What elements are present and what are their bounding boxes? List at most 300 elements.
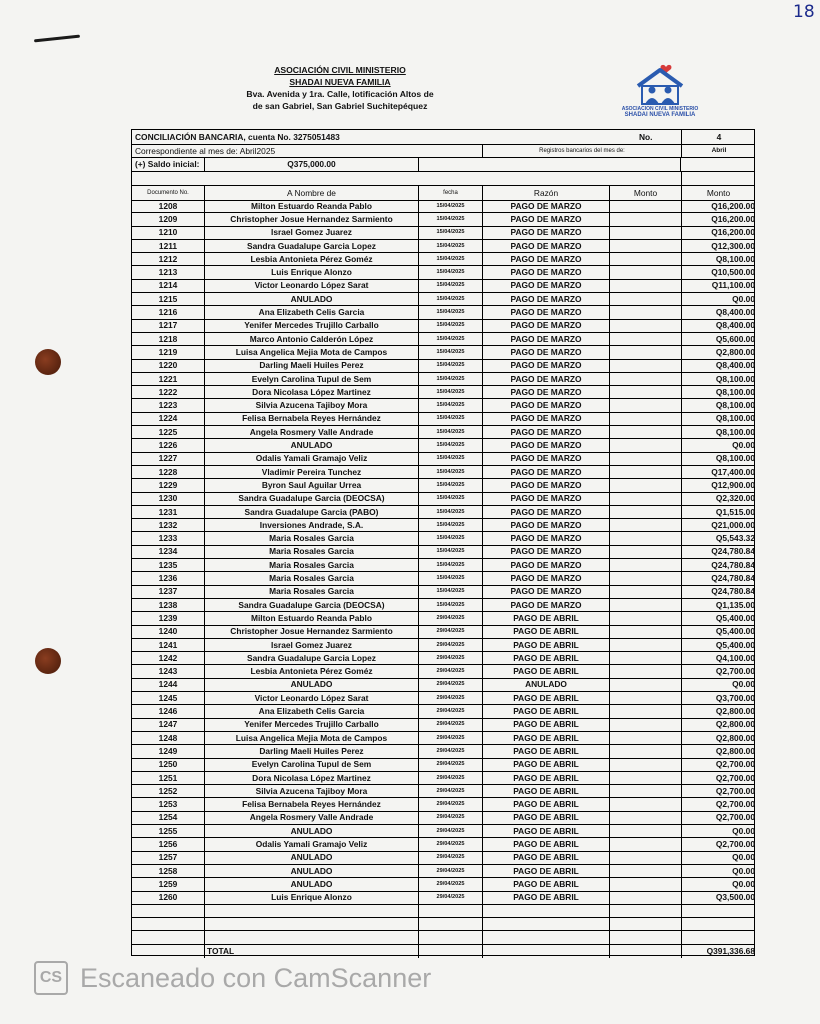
razon-cell: PAGO DE MARZO	[482, 452, 609, 465]
date-cell: 15/04/2025	[418, 465, 482, 478]
registros-value: Abril	[681, 144, 756, 157]
monto-cell	[609, 837, 681, 850]
amount-cell: Q17,400.00	[681, 465, 756, 478]
doc-cell: 1213	[158, 267, 178, 278]
table-row	[132, 545, 754, 559]
blank-row	[132, 931, 754, 945]
doc-cell: 1210	[158, 227, 178, 238]
razon-cell: PAGO DE MARZO	[482, 199, 609, 212]
monto-cell	[609, 678, 681, 691]
amount-cell: Q2,800.00	[681, 345, 756, 358]
date-cell: 15/04/2025	[418, 305, 482, 318]
monto-cell	[609, 305, 681, 318]
blank-amount-cell	[681, 904, 756, 917]
name-cell: Lesbia Antonieta Pérez Goméz	[204, 252, 418, 265]
amount-cell: Q11,100.00	[681, 279, 756, 292]
amount-cell: Q8,100.00	[681, 252, 756, 265]
date-cell: 29/04/2025	[418, 611, 482, 624]
punch-hole-top	[35, 349, 61, 375]
date-cell: 29/04/2025	[418, 891, 482, 904]
name-cell: ANULADO	[204, 877, 418, 890]
date-cell: 29/04/2025	[418, 651, 482, 664]
date-cell: 15/04/2025	[418, 345, 482, 358]
name-cell: Evelyn Carolina Tupul de Sem	[204, 758, 418, 771]
camscanner-logo-icon: CS	[34, 961, 68, 995]
doc-cell: 1221	[158, 373, 178, 384]
amount-cell: Q8,100.00	[681, 425, 756, 438]
name-cell: Maria Rosales Garcia	[204, 585, 418, 598]
amount-cell: Q3,500.00	[681, 891, 756, 904]
monto-cell	[609, 226, 681, 239]
razon-cell: PAGO DE ABRIL	[482, 851, 609, 864]
razon-cell: PAGO DE MARZO	[482, 492, 609, 505]
amount-cell: Q8,100.00	[681, 399, 756, 412]
razon-cell: PAGO DE MARZO	[482, 518, 609, 531]
razon-cell: PAGO DE ABRIL	[482, 638, 609, 651]
amount-cell: Q5,400.00	[681, 611, 756, 624]
date-cell: 15/04/2025	[418, 319, 482, 332]
monto-cell	[609, 585, 681, 598]
total-date-cell	[418, 944, 482, 958]
doc-cell: 1232	[158, 519, 178, 530]
name-cell: Sandra Guadalupe Garcia (PABO)	[204, 505, 418, 518]
table-row	[132, 425, 754, 439]
monto-cell	[609, 199, 681, 212]
doc-cell: 1250	[158, 759, 178, 770]
name-cell: Victor Leonardo López Sarat	[204, 279, 418, 292]
razon-cell: PAGO DE MARZO	[482, 266, 609, 279]
name-cell: Sandra Guadalupe Garcia Lopez	[204, 651, 418, 664]
date-cell: 15/04/2025	[418, 292, 482, 305]
razon-cell: ANULADO	[482, 678, 609, 691]
name-cell: Sandra Guadalupe Garcia (DEOCSA)	[204, 492, 418, 505]
amount-cell: Q2,700.00	[681, 665, 756, 678]
monto-cell	[609, 638, 681, 651]
date-cell: 29/04/2025	[418, 771, 482, 784]
monto-cell	[609, 292, 681, 305]
razon-cell: PAGO DE ABRIL	[482, 837, 609, 850]
monto-cell	[609, 744, 681, 757]
table-row	[132, 292, 754, 306]
org-address-line-1: Bva. Avenida y 1ra. Calle, lotificación Altos de	[246, 89, 434, 99]
amount-cell: Q5,400.00	[681, 625, 756, 638]
total-doc-cell	[132, 944, 204, 958]
blank-row	[132, 904, 754, 918]
date-cell: 15/04/2025	[418, 199, 482, 212]
doc-cell: 1214	[158, 280, 178, 291]
date-cell: 15/04/2025	[418, 518, 482, 531]
monto-cell	[609, 385, 681, 398]
razon-cell: PAGO DE MARZO	[482, 385, 609, 398]
name-cell: Yenifer Mercedes Trujillo Carballo	[204, 319, 418, 332]
saldo-spacer	[418, 157, 681, 171]
monto-cell	[609, 505, 681, 518]
amount-cell: Q12,900.00	[681, 478, 756, 491]
name-cell: Darling Maeli Huiles Perez	[204, 744, 418, 757]
date-cell: 15/04/2025	[418, 452, 482, 465]
amount-cell: Q16,200.00	[681, 199, 756, 212]
doc-cell: 1224	[158, 413, 178, 424]
amount-cell: Q8,100.00	[681, 372, 756, 385]
doc-cell: 1209	[158, 213, 178, 224]
blank-monto-cell	[609, 904, 681, 917]
doc-cell: 1246	[158, 706, 178, 717]
no-value: 4	[681, 130, 756, 144]
punch-hole-bottom	[35, 648, 61, 674]
monto-cell	[609, 372, 681, 385]
date-cell: 29/04/2025	[418, 718, 482, 731]
razon-cell: PAGO DE ABRIL	[482, 718, 609, 731]
monto-cell	[609, 212, 681, 225]
monto-cell	[609, 492, 681, 505]
razon-cell: PAGO DE ABRIL	[482, 704, 609, 717]
date-cell: 29/04/2025	[418, 837, 482, 850]
name-cell: Milton Estuardo Reanda Pablo	[204, 199, 418, 212]
name-cell: Dora Nicolasa López Martinez	[204, 385, 418, 398]
monto-cell	[609, 691, 681, 704]
table-row	[132, 571, 754, 585]
amount-cell: Q2,700.00	[681, 784, 756, 797]
blank-date-cell	[418, 904, 482, 917]
table-row	[132, 851, 754, 865]
doc-cell: 1258	[158, 865, 178, 876]
date-cell: 15/04/2025	[418, 492, 482, 505]
razon-cell: PAGO DE MARZO	[482, 305, 609, 318]
amount-cell: Q10,500.00	[681, 266, 756, 279]
doc-cell: 1211	[158, 240, 178, 251]
date-cell: 15/04/2025	[418, 505, 482, 518]
razon-cell: PAGO DE MARZO	[482, 585, 609, 598]
doc-cell: 1254	[158, 812, 178, 823]
table-row	[132, 478, 754, 492]
doc-cell: 1238	[158, 599, 178, 610]
doc-cell: 1230	[158, 493, 178, 504]
monto-cell	[609, 824, 681, 837]
date-cell: 29/04/2025	[418, 824, 482, 837]
date-cell: 15/04/2025	[418, 585, 482, 598]
doc-cell: 1217	[158, 320, 178, 331]
razon-cell: PAGO DE MARZO	[482, 571, 609, 584]
amount-cell: Q0.00	[681, 678, 756, 691]
blank-date-cell	[418, 931, 482, 944]
doc-cell: 1229	[158, 479, 178, 490]
table-row	[132, 452, 754, 466]
doc-cell: 1236	[158, 573, 178, 584]
monto-cell	[609, 319, 681, 332]
doc-cell: 1231	[158, 506, 178, 517]
date-cell: 15/04/2025	[418, 598, 482, 611]
blank-name-cell	[204, 917, 418, 930]
name-cell: Vladimir Pereira Tunchez	[204, 465, 418, 478]
doc-cell: 1247	[158, 719, 178, 730]
name-cell: ANULADO	[204, 864, 418, 877]
monto-cell	[609, 851, 681, 864]
amount-cell: Q12,300.00	[681, 239, 756, 252]
monto-cell	[609, 532, 681, 545]
table-row	[132, 771, 754, 785]
table-row	[132, 266, 754, 280]
house-family-icon	[612, 62, 708, 106]
name-cell: Lesbia Antonieta Pérez Goméz	[204, 665, 418, 678]
amount-cell: Q24,780.84	[681, 585, 756, 598]
table-row	[132, 438, 754, 452]
name-cell: Maria Rosales Garcia	[204, 545, 418, 558]
name-cell: Marco Antonio Calderón López	[204, 332, 418, 345]
razon-cell: PAGO DE ABRIL	[482, 731, 609, 744]
blank-doc-cell	[132, 904, 204, 917]
name-cell: Christopher Josue Hernandez Sarmiento	[204, 212, 418, 225]
logo-text-line-2: SHADAI NUEVA FAMILIA	[624, 112, 696, 118]
amount-cell: Q0.00	[681, 864, 756, 877]
table-row	[132, 518, 754, 532]
col-header-razon: Razón	[482, 186, 609, 200]
date-cell: 15/04/2025	[418, 239, 482, 252]
date-cell: 15/04/2025	[418, 372, 482, 385]
monto-cell	[609, 771, 681, 784]
razon-cell: PAGO DE ABRIL	[482, 625, 609, 638]
doc-cell: 1219	[158, 346, 178, 357]
table-row	[132, 558, 754, 572]
org-address-line-2: de san Gabriel, San Gabriel Suchitepéquez	[252, 101, 428, 111]
amount-cell: Q2,320.00	[681, 492, 756, 505]
doc-cell: 1227	[158, 453, 178, 464]
monto-cell	[609, 359, 681, 372]
razon-cell: PAGO DE ABRIL	[482, 651, 609, 664]
amount-cell: Q0.00	[681, 851, 756, 864]
table-row	[132, 811, 754, 825]
reconciliation-title: CONCILIACIÓN BANCARIA, cuenta No. 3275051483	[135, 132, 340, 142]
razon-cell: PAGO DE MARZO	[482, 292, 609, 305]
doc-cell: 1216	[158, 307, 178, 318]
amount-cell: Q5,600.00	[681, 332, 756, 345]
org-subname: SHADAI NUEVA FAMILIA	[289, 77, 391, 87]
amount-cell: Q8,100.00	[681, 412, 756, 425]
razon-cell: PAGO DE MARZO	[482, 505, 609, 518]
monto-cell	[609, 891, 681, 904]
name-cell: Evelyn Carolina Tupul de Sem	[204, 372, 418, 385]
date-cell: 15/04/2025	[418, 532, 482, 545]
date-cell: 29/04/2025	[418, 678, 482, 691]
name-cell: Angela Rosmery Valle Andrade	[204, 811, 418, 824]
name-cell: ANULADO	[204, 824, 418, 837]
name-cell: Israel Gomez Juarez	[204, 638, 418, 651]
monto-cell	[609, 731, 681, 744]
table-row	[132, 226, 754, 240]
table-row	[132, 305, 754, 319]
amount-cell: Q2,700.00	[681, 771, 756, 784]
date-cell: 15/04/2025	[418, 332, 482, 345]
razon-cell: PAGO DE MARZO	[482, 425, 609, 438]
logo-text-line-1: ASOCIACION CIVIL MINISTERIO	[621, 106, 699, 112]
monto-cell	[609, 412, 681, 425]
table-row	[132, 239, 754, 253]
razon-cell: PAGO DE MARZO	[482, 212, 609, 225]
razon-cell: PAGO DE ABRIL	[482, 811, 609, 824]
table-row	[132, 212, 754, 226]
doc-cell: 1235	[158, 559, 178, 570]
saldo-value: Q375,000.00	[204, 157, 418, 171]
table-row	[132, 385, 754, 399]
razon-cell: PAGO DE ABRIL	[482, 771, 609, 784]
doc-cell: 1245	[158, 692, 178, 703]
blank-razon-cell	[482, 917, 609, 930]
date-cell: 15/04/2025	[418, 279, 482, 292]
amount-cell: Q5,400.00	[681, 638, 756, 651]
monto-cell	[609, 798, 681, 811]
col-header-name: A Nombre de	[204, 186, 418, 200]
doc-cell: 1257	[158, 852, 178, 863]
date-cell: 15/04/2025	[418, 266, 482, 279]
table-row	[132, 758, 754, 772]
table-row	[132, 891, 754, 905]
doc-cell: 1234	[158, 546, 178, 557]
blank-doc-cell	[132, 917, 204, 930]
date-cell: 15/04/2025	[418, 558, 482, 571]
date-cell: 29/04/2025	[418, 758, 482, 771]
table-row	[132, 532, 754, 546]
name-cell: ANULADO	[204, 678, 418, 691]
doc-cell: 1226	[158, 440, 178, 451]
table-row	[132, 731, 754, 745]
monto-cell	[609, 758, 681, 771]
blank-amount-cell	[681, 931, 756, 944]
table-row	[132, 345, 754, 359]
monto-cell	[609, 811, 681, 824]
pen-mark	[34, 35, 80, 43]
amount-cell: Q8,100.00	[681, 452, 756, 465]
amount-cell: Q1,135.00	[681, 598, 756, 611]
name-cell: Ana Elizabeth Celis Garcia	[204, 305, 418, 318]
table-row	[132, 651, 754, 665]
blank-doc-cell	[132, 931, 204, 944]
razon-cell: PAGO DE ABRIL	[482, 758, 609, 771]
monto-cell	[609, 611, 681, 624]
razon-cell: PAGO DE MARZO	[482, 478, 609, 491]
razon-cell: PAGO DE ABRIL	[482, 864, 609, 877]
month-label: Correspondiente al mes de: Abril2025	[135, 145, 276, 156]
spacer-row	[132, 171, 754, 185]
name-cell: Odalis Yamali Gramajo Veliz	[204, 452, 418, 465]
name-cell: Angela Rosmery Valle Andrade	[204, 425, 418, 438]
table-row	[132, 412, 754, 426]
doc-cell: 1255	[158, 825, 178, 836]
col-header-doc: Documento No.	[147, 190, 189, 196]
amount-cell: Q0.00	[681, 877, 756, 890]
blank-row	[132, 917, 754, 931]
org-name: ASOCIACIÓN CIVIL MINISTERIO	[274, 65, 406, 75]
table-row	[132, 824, 754, 838]
razon-cell: PAGO DE MARZO	[482, 252, 609, 265]
monto-cell	[609, 877, 681, 890]
doc-cell: 1222	[158, 386, 178, 397]
name-cell: Byron Saul Aguilar Urrea	[204, 478, 418, 491]
header-row-title	[132, 130, 754, 145]
table-row	[132, 492, 754, 506]
organization-logo	[612, 62, 708, 118]
date-cell: 29/04/2025	[418, 691, 482, 704]
razon-cell: PAGO DE MARZO	[482, 239, 609, 252]
table-row	[132, 199, 754, 213]
blank-monto-cell	[609, 917, 681, 930]
doc-cell: 1242	[158, 652, 178, 663]
doc-cell: 1256	[158, 839, 178, 850]
header-row-month	[132, 144, 754, 158]
razon-cell: PAGO DE ABRIL	[482, 824, 609, 837]
name-cell: Luis Enrique Alonzo	[204, 891, 418, 904]
name-cell: Milton Estuardo Reanda Pablo	[204, 611, 418, 624]
date-cell: 29/04/2025	[418, 625, 482, 638]
amount-cell: Q5,543.32	[681, 532, 756, 545]
date-cell: 29/04/2025	[418, 811, 482, 824]
table-row	[132, 359, 754, 373]
watermark-text: Escaneado con CamScanner	[80, 962, 432, 993]
table-row	[132, 665, 754, 679]
amount-cell: Q2,700.00	[681, 758, 756, 771]
razon-cell: PAGO DE ABRIL	[482, 798, 609, 811]
amount-cell: Q8,400.00	[681, 319, 756, 332]
amount-cell: Q4,100.00	[681, 651, 756, 664]
name-cell: ANULADO	[204, 292, 418, 305]
name-cell: Luisa Angelica Mejia Mota de Campos	[204, 731, 418, 744]
date-cell: 15/04/2025	[418, 478, 482, 491]
name-cell: Luisa Angelica Mejia Mota de Campos	[204, 345, 418, 358]
doc-cell: 1215	[158, 293, 178, 304]
doc-cell: 1208	[158, 200, 178, 211]
table-row	[132, 864, 754, 878]
amount-cell: Q8,400.00	[681, 305, 756, 318]
razon-cell: PAGO DE MARZO	[482, 332, 609, 345]
razon-cell: PAGO DE MARZO	[482, 279, 609, 292]
header-row-saldo	[132, 157, 754, 172]
date-cell: 29/04/2025	[418, 784, 482, 797]
razon-cell: PAGO DE ABRIL	[482, 691, 609, 704]
blank-date-cell	[418, 917, 482, 930]
blank-name-cell	[204, 931, 418, 944]
date-cell: 29/04/2025	[418, 864, 482, 877]
table-row	[132, 279, 754, 293]
reconciliation-sheet	[131, 129, 755, 956]
razon-cell: PAGO DE MARZO	[482, 438, 609, 451]
monto-cell	[609, 665, 681, 678]
monto-cell	[609, 651, 681, 664]
monto-cell	[609, 864, 681, 877]
name-cell: Yenifer Mercedes Trujillo Carballo	[204, 718, 418, 731]
monto-cell	[609, 465, 681, 478]
doc-cell: 1223	[158, 400, 178, 411]
registros-label: Registros bancarios del mes de:	[482, 144, 681, 157]
name-cell: Luis Enrique Alonzo	[204, 266, 418, 279]
amount-cell: Q0.00	[681, 824, 756, 837]
monto-cell	[609, 625, 681, 638]
monto-cell	[609, 545, 681, 558]
doc-cell: 1248	[158, 732, 178, 743]
handwritten-page-number: 18	[793, 2, 815, 22]
date-cell: 15/04/2025	[418, 438, 482, 451]
col-header-monto: Monto	[609, 186, 681, 200]
name-cell: ANULADO	[204, 438, 418, 451]
total-row	[132, 944, 754, 958]
date-cell: 15/04/2025	[418, 545, 482, 558]
amount-cell: Q8,100.00	[681, 385, 756, 398]
name-cell: Maria Rosales Garcia	[204, 558, 418, 571]
table-row	[132, 798, 754, 812]
date-cell: 15/04/2025	[418, 571, 482, 584]
doc-cell: 1249	[158, 745, 178, 756]
razon-cell: PAGO DE MARZO	[482, 226, 609, 239]
monto-cell	[609, 252, 681, 265]
name-cell: Dora Nicolasa López Martinez	[204, 771, 418, 784]
amount-cell: Q3,700.00	[681, 691, 756, 704]
